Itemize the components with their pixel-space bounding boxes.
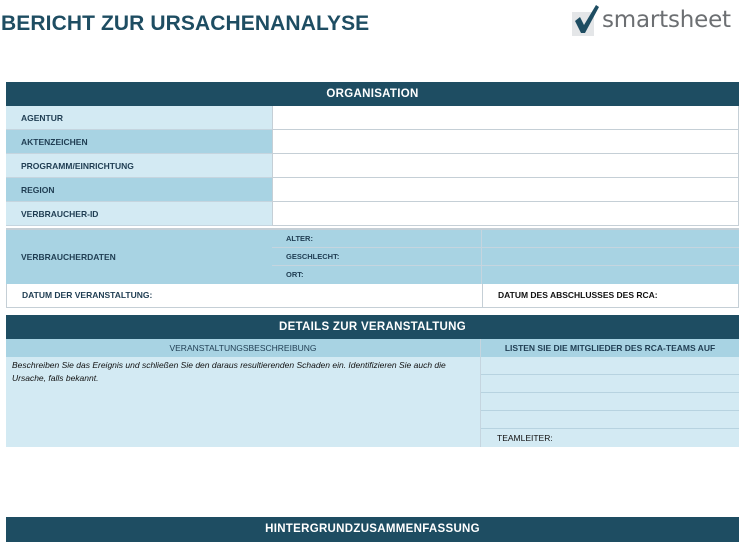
- checkmark-logo-icon: [570, 3, 602, 39]
- page-title: BERICHT ZUR URSACHENANALYSE: [1, 12, 370, 35]
- field-label: VERBRAUCHER-ID: [6, 202, 272, 226]
- consumer-data-block: [6, 228, 739, 284]
- consumer-subfield-label: GESCHLECHT:: [286, 252, 340, 261]
- team-member-row[interactable]: [481, 375, 739, 393]
- event-date-field[interactable]: [7, 284, 483, 307]
- details-header: DETAILS ZUR VERANSTALTUNG: [6, 315, 739, 339]
- field-row-verbraucher-id: [6, 202, 739, 226]
- team-leader-row[interactable]: [481, 429, 739, 447]
- team-member-row[interactable]: [481, 411, 739, 429]
- details-section: [6, 315, 739, 447]
- alter-input[interactable]: [481, 230, 740, 247]
- ort-input[interactable]: [481, 266, 740, 284]
- consumer-subfield-label: ALTER:: [286, 234, 313, 243]
- consumer-subfield-ort: [272, 266, 739, 284]
- logo-wordmark: smartsheet: [602, 7, 731, 33]
- aktenzeichen-input[interactable]: [272, 130, 739, 154]
- field-row-aktenzeichen: [6, 130, 739, 154]
- date-row: [6, 284, 739, 308]
- programm-input[interactable]: [272, 154, 739, 178]
- verbraucher-id-input[interactable]: [272, 202, 739, 226]
- region-input[interactable]: [272, 178, 739, 202]
- geschlecht-input[interactable]: [481, 248, 740, 265]
- field-label: AKTENZEICHEN: [6, 130, 272, 154]
- field-label: REGION: [6, 178, 272, 202]
- description-column-header: VERANSTALTUNGSBESCHREIBUNG: [6, 339, 481, 357]
- field-row-agentur: [6, 106, 739, 130]
- background-summary-header: HINTERGRUNDZUSAMMENFASSUNG: [6, 517, 739, 542]
- rca-completion-date-label: DATUM DES ABSCHLUSSES DES RCA:: [498, 290, 658, 300]
- smartsheet-logo: [570, 3, 730, 39]
- consumer-data-label: VERBRAUCHERDATEN: [21, 252, 116, 262]
- team-column-header: LISTEN SIE DIE MITGLIEDER DES RCA-TEAMS AUF: [481, 339, 739, 357]
- event-description-area[interactable]: [6, 357, 481, 447]
- consumer-subfield-alter: [272, 230, 739, 248]
- organisation-section: [6, 82, 739, 308]
- event-description-text: Beschreiben Sie das Ereignis und schließen Sie den daraus resultierenden Schaden ein. Identifizieren Sie auch die Ursache, falls bekannt.: [12, 360, 446, 383]
- field-row-programm: [6, 154, 739, 178]
- field-row-region: [6, 178, 739, 202]
- consumer-subfield-geschlecht: [272, 248, 739, 266]
- consumer-subfield-label: ORT:: [286, 270, 304, 279]
- team-member-row[interactable]: [481, 393, 739, 411]
- event-date-label: DATUM DER VERANSTALTUNG:: [22, 290, 153, 300]
- rca-completion-date-field[interactable]: [483, 284, 739, 307]
- team-leader-label: TEAMLEITER:: [497, 433, 553, 443]
- organisation-header: ORGANISATION: [6, 82, 739, 106]
- agentur-input[interactable]: [272, 106, 739, 130]
- team-member-row[interactable]: [481, 357, 739, 375]
- field-label: PROGRAMM/EINRICHTUNG: [6, 154, 272, 178]
- field-label: AGENTUR: [6, 106, 272, 130]
